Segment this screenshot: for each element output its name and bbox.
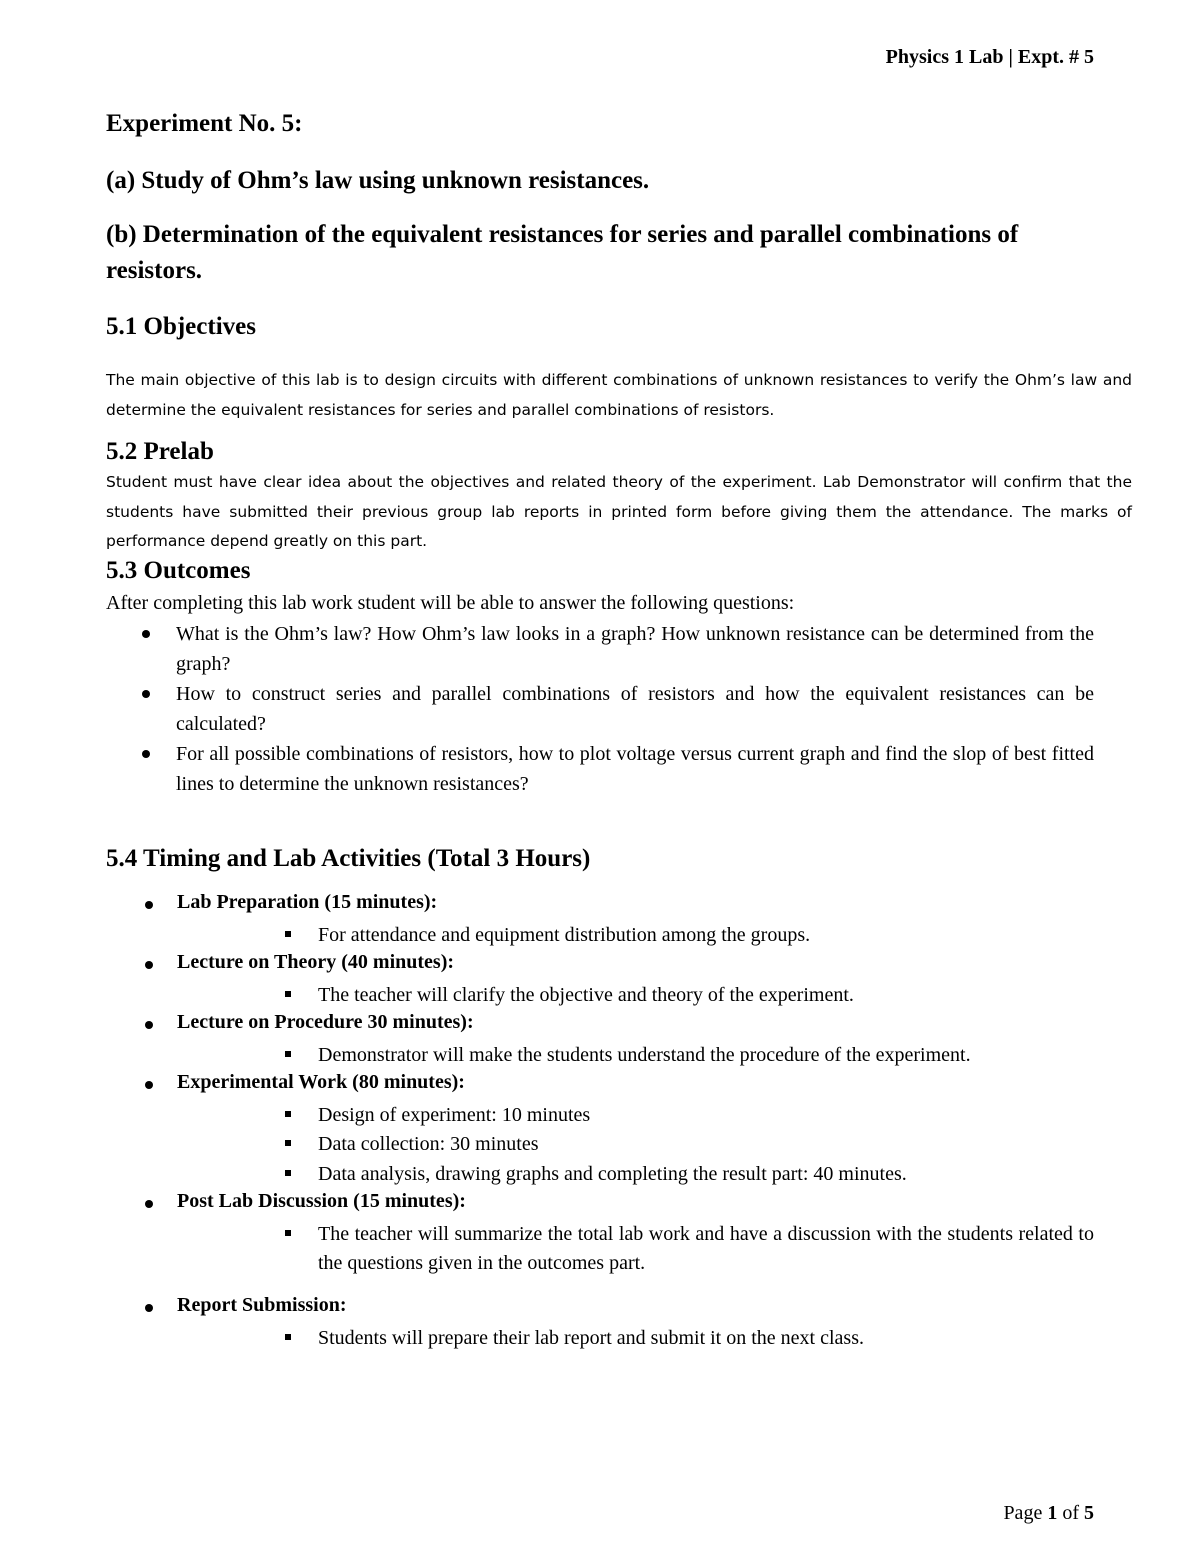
part-a-heading: (a) Study of Ohm’s law using unknown resistances. <box>106 167 650 194</box>
part-b-heading: (b) Determination of the equivalent resistances for series and parallel combinations of resistors. <box>106 221 1019 284</box>
list-item: What is the Ohm’s law? How Ohm’s law looks in a graph? How unknown resistance can be determined from the graph? <box>176 619 1094 679</box>
bullet-icon <box>145 1200 153 1208</box>
of-label: of <box>1062 1502 1079 1524</box>
prelab-text: Student must have clear idea about the objectives and related theory of the experiment. Lab Demonstrator will confirm that the students have submitted their previous group lab reports in printed form before giving them the attendance. The marks of performance depend greatly on this part. <box>106 473 1132 550</box>
list-item: For all possible combinations of resistors, how to plot voltage versus current graph and find the slop of best fitted lines to determine the unknown resistances? <box>176 739 1094 799</box>
activity-subitem: The teacher will summarize the total lab work and have a discussion with the students related to the questions given in the outcomes part. <box>318 1220 1094 1278</box>
experiment-title: Experiment No. 5: <box>106 110 303 137</box>
activity-subitem: Demonstrator will make the students understand the procedure of the experiment. <box>318 1041 1094 1070</box>
activity-item: Lecture on Theory (40 minutes): <box>177 951 454 974</box>
prelab-heading: 5.2 Prelab <box>106 438 214 465</box>
objectives-text: The main objective of this lab is to design circuits with different combinations of unknown resistances to verify the Ohm’s law and determine the equivalent resistances for series and parallel combinations of resistors. <box>106 371 1132 419</box>
list-item: How to construct series and parallel combinations of resistors and how the equivalent resistances can be calculated? <box>176 679 1094 739</box>
timing-heading: 5.4 Timing and Lab Activities (Total 3 Hours) <box>106 845 591 872</box>
activity-subitem: Data collection: 30 minutes <box>318 1130 1094 1159</box>
square-bullet-icon <box>285 931 291 937</box>
activity-subitem: Data analysis, drawing graphs and completing the result part: 40 minutes. <box>318 1160 1094 1189</box>
activity-item: Report Submission: <box>177 1294 346 1317</box>
outcomes-heading: 5.3 Outcomes <box>106 557 251 584</box>
page-label: Page <box>1003 1502 1043 1524</box>
activity-subitem: Design of experiment: 10 minutes <box>318 1101 1094 1130</box>
bullet-icon <box>142 750 150 758</box>
square-bullet-icon <box>285 1334 291 1340</box>
bullet-icon <box>145 1081 153 1089</box>
activity-item: Post Lab Discussion (15 minutes): <box>177 1190 466 1213</box>
bullet-icon <box>145 961 153 969</box>
square-bullet-icon <box>285 1051 291 1057</box>
bullet-icon <box>145 1021 153 1029</box>
square-bullet-icon <box>285 1170 291 1176</box>
square-bullet-icon <box>285 1140 291 1146</box>
activity-item: Lecture on Procedure 30 minutes): <box>177 1011 474 1034</box>
activity-subitem: Students will prepare their lab report and submit it on the next class. <box>318 1324 1094 1353</box>
bullet-icon <box>142 690 150 698</box>
outcomes-list <box>176 619 1094 799</box>
activity-item: Lab Preparation (15 minutes): <box>177 891 437 914</box>
objectives-heading: 5.1 Objectives <box>106 313 256 340</box>
square-bullet-icon <box>285 991 291 997</box>
page-total: 5 <box>1084 1502 1094 1524</box>
activity-item: Experimental Work (80 minutes): <box>177 1071 465 1094</box>
page-footer <box>1003 1502 1094 1525</box>
page-number: 1 <box>1047 1502 1058 1524</box>
running-header: Physics 1 Lab | Expt. # 5 <box>885 46 1094 68</box>
square-bullet-icon <box>285 1111 291 1117</box>
square-bullet-icon <box>285 1230 291 1236</box>
activity-subitem: For attendance and equipment distribution among the groups. <box>318 921 1094 950</box>
bullet-icon <box>142 630 150 638</box>
activity-subitem: The teacher will clarify the objective and theory of the experiment. <box>318 981 1094 1010</box>
bullet-icon <box>145 1304 153 1312</box>
bullet-icon <box>145 901 153 909</box>
outcomes-intro: After completing this lab work student will be able to answer the following questions: <box>106 592 795 614</box>
